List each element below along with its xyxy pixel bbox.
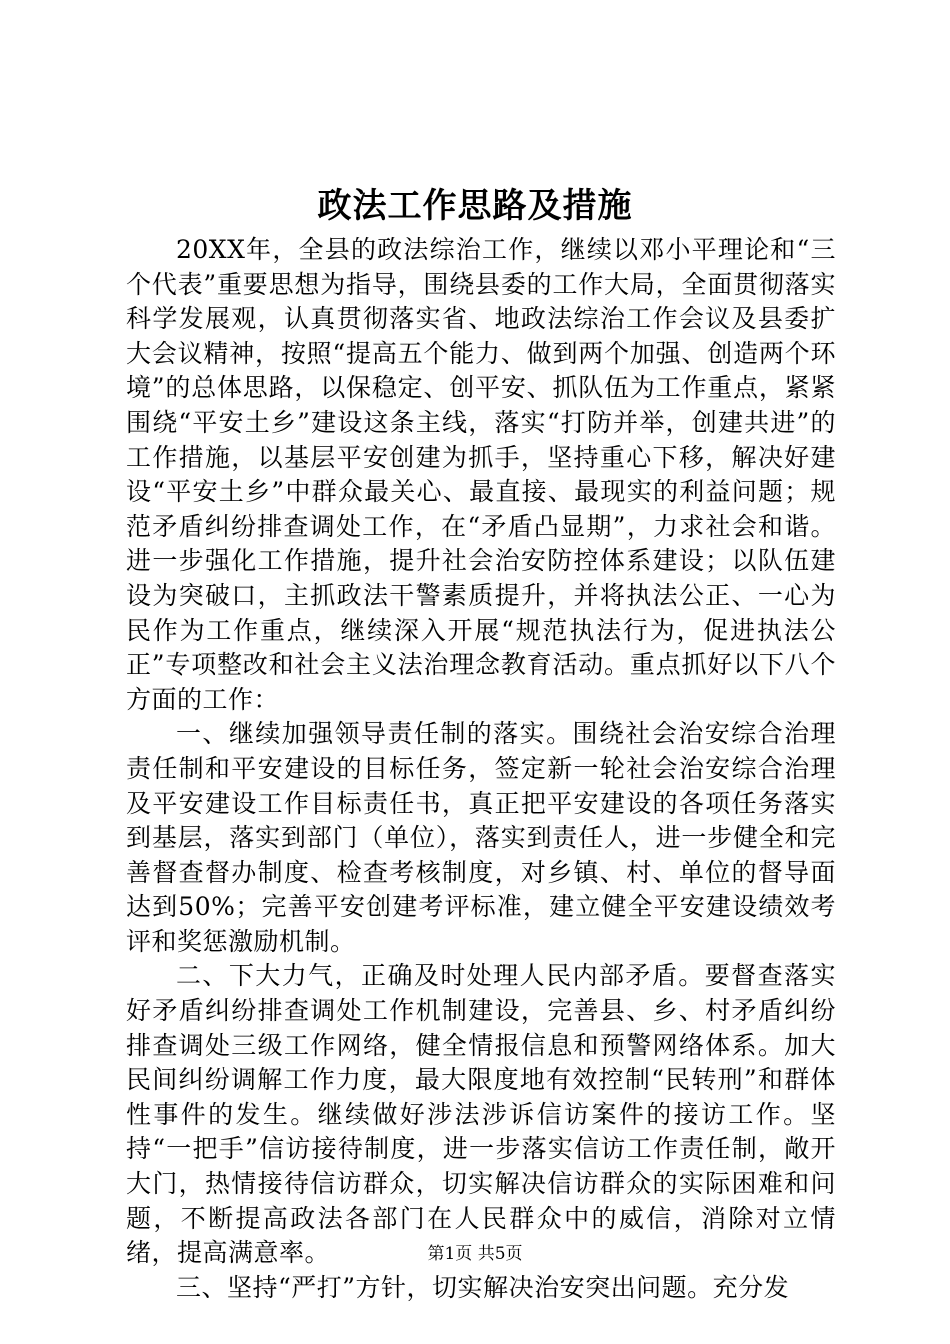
page-footer: 第1页 共5页 [427,1244,523,1264]
document-body [126,233,836,1305]
paragraph-section-2: 二、下大力气，正确及时处理人民内部矛盾。要督查落实好矛盾纠纷排查调处工作机制建设，完善县、乡、村矛盾纠纷排查调处三级工作网络，健全情报信息和预警网络体系。加大民间纠纷调解工作力度，最大限度地有效控制“民转刑”和群体性事件的发生。继续做好涉法涉诉信访案件的接访工作。坚持“一把手”信访接待制度，进一步落实信访工作责任制，敞开大门，热情接待信访群众，切实解决信访群众的实际困难和问题，不断提高政法各部门在人民群众中的威信，消除对立情绪，提高满意率。 [126,961,836,1268]
paragraph-section-3: 三、坚持“严打”方针，切实解决治安突出问题。充分发 [176,1272,790,1302]
paragraph-section-1: 一、继续加强领导责任制的落实。围绕社会治安综合治理责任制和平安建设的目标任务，签定新一轮社会治安综合治理及平安建设工作目标责任书，真正把平安建设的各项任务落实到基层，落实到部门（单位），落实到责任人，进一步健全和完善督查督办制度、检查考核制度，对乡镇、村、单位的督导面达到50%；完善平安创建考评标准，建立健全平安建设绩效考评和奖惩激励机制。 [126,719,836,956]
paragraph-intro: 20XX年，全县的政法综治工作，继续以邓小平理论和“三个代表”重要思想为指导，围绕县委的工作大局，全面贯彻落实科学发展观，认真贯彻落实省、地政法综治工作会议及县委扩大会议精神，按照“提高五个能力、做到两个加强、创造两个环境”的总体思路，以保稳定、创平安、抓队伍为工作重点，紧紧围绕“平安土乡”建设这条主线，落实“打防并举，创建共进”的工作措施，以基层平安创建为抓手，坚持重心下移，解决好建设“平安土乡”中群众最关心、最直接、最现实的利益问题；规范矛盾纠纷排查调处工作，在“矛盾凸显期”，力求社会和谐。进一步强化工作措施，提升社会治安防控体系建设；以队伍建设为突破口，主抓政法干警素质提升，并将执法公正、一心为民作为工作重点，继续深入开展“规范执法行为，促进执法公正”专项整改和社会主义法治理念教育活动。重点抓好以下八个方面的工作： [126,235,836,714]
document-title: 政法工作思路及措施 [317,186,633,226]
